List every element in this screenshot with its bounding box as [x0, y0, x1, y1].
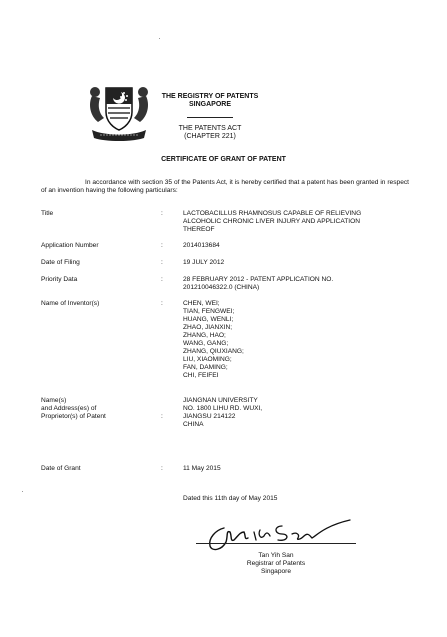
inventor-name: WANG, GANG; [183, 340, 229, 347]
inventor-name: FAN, DAMING; [183, 364, 228, 371]
colon: : [161, 210, 163, 217]
scan-speck [22, 491, 23, 492]
inventor-name: CHI, FEIFEI [183, 372, 219, 379]
dated-line: Dated this 11th day of May 2015 [183, 495, 278, 502]
colon: : [161, 300, 163, 307]
colon: : [161, 465, 163, 472]
priority-line: 28 FEBRUARY 2012 - PATENT APPLICATION NO. [183, 276, 334, 283]
signature-line [196, 543, 356, 544]
proprietor-label-line: Name(s) [41, 397, 67, 404]
colon: : [161, 413, 163, 420]
signatory-place: Singapore [260, 568, 292, 575]
inventor-name: ZHAO, JIANXIN; [183, 324, 233, 331]
proprietor-label-line: Proprietor(s) of Patent [41, 413, 106, 420]
title-line: THEREOF [183, 226, 215, 233]
signatory-title: Registrar of Patents [246, 560, 306, 567]
title-value [183, 210, 403, 234]
inventor-name: TIAN, FENGWEI; [183, 308, 235, 315]
proprietor-line: CHINA [183, 421, 204, 428]
registry-name: THE REGISTRY OF PATENTS [161, 93, 259, 100]
singapore-coat-of-arms-icon [86, 78, 152, 144]
application-number-value: 2014013684 [183, 242, 220, 249]
act-name: THE PATENTS ACT [178, 125, 242, 132]
date-of-grant-value: 11 May 2015 [183, 465, 221, 472]
proprietor-label-line: and Address(es) of [41, 405, 97, 412]
application-number-label: Application Number [41, 242, 99, 249]
inventors-label: Name of Inventor(s) [41, 300, 100, 307]
date-of-filing-label: Date of Filing [41, 259, 80, 266]
inventor-name: ZHANG, HAO; [183, 332, 226, 339]
date-of-grant-label: Date of Grant [41, 465, 81, 472]
title-label: Title [41, 210, 54, 217]
intro-text: In accordance with section 35 of the Patents Act, it is hereby certified that a patent has been granted in respect of an invention having the following particulars: [41, 179, 409, 195]
inventor-name: ZHANG, QIUXIANG; [183, 348, 244, 355]
inventors-value [183, 300, 403, 380]
act-chapter: (CHAPTER 221) [184, 133, 236, 140]
proprietor-line: NO. 1800 LIHU RD. WUXI, [183, 405, 263, 412]
intro-paragraph [41, 179, 409, 196]
title-line: LACTOBACILLUS RHAMNOSUS CAPABLE OF RELIEVING [183, 210, 362, 217]
signatory-name: Tan Yih San [258, 552, 294, 559]
colon: : [161, 276, 163, 283]
colon: : [161, 259, 163, 266]
header-divider [187, 117, 233, 118]
inventor-name: HUANG, WENLI; [183, 316, 234, 323]
proprietor-value [183, 397, 403, 429]
proprietor-line: JIANGNAN UNIVERSITY [183, 397, 258, 404]
scan-speck [159, 38, 160, 39]
proprietor-label [41, 397, 106, 421]
certificate-title: CERTIFICATE OF GRANT OF PATENT [161, 156, 286, 163]
inventor-name: LIU, XIAOMING; [183, 356, 232, 363]
proprietor-line: JIANGSU 214122 [183, 413, 236, 420]
registry-country: SINGAPORE [188, 101, 231, 108]
priority-data-value [183, 276, 403, 292]
priority-data-label: Priority Data [41, 276, 78, 283]
title-line: ALCOHOLIC CHRONIC LIVER INJURY AND APPLICATION [183, 218, 360, 225]
date-of-filing-value: 19 JULY 2012 [183, 259, 225, 266]
inventor-name: CHEN, WEI; [183, 300, 220, 307]
priority-line: 201210046322.0 (CHINA) [183, 284, 260, 291]
colon: : [161, 242, 163, 249]
